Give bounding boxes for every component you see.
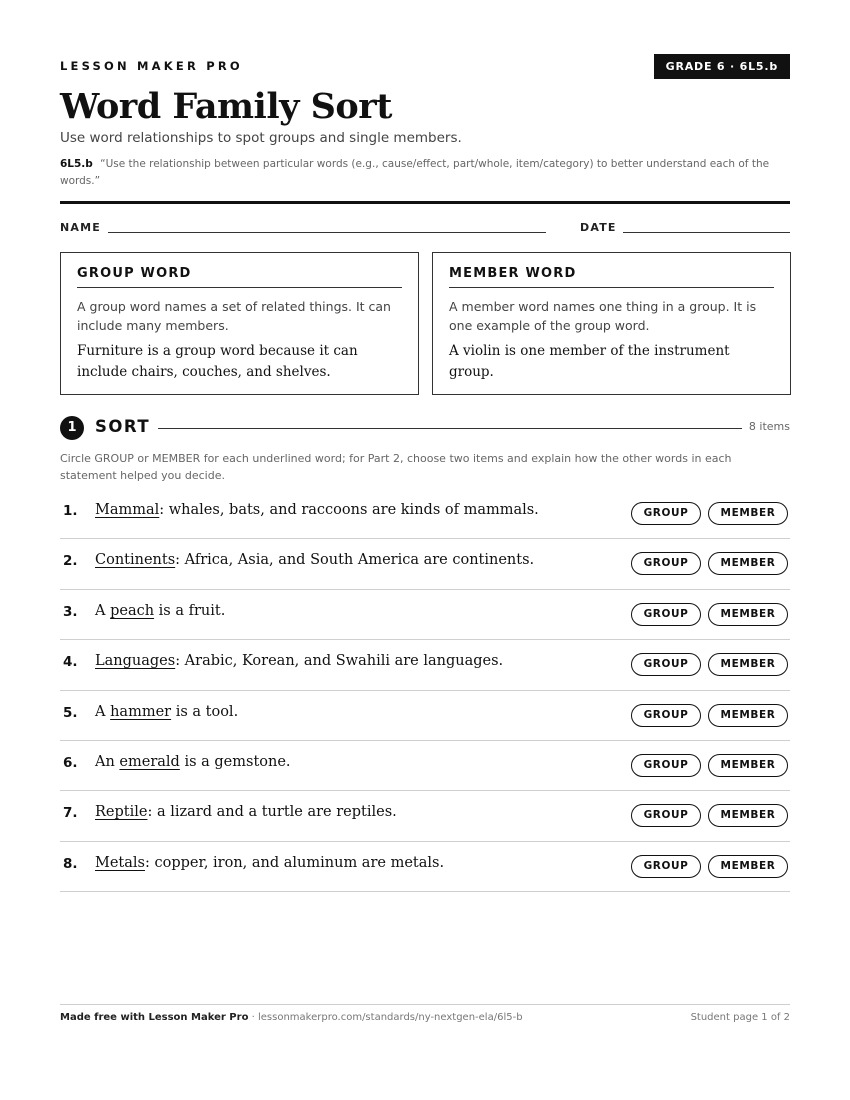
member-option[interactable]: MEMBER (708, 754, 788, 777)
section-number-badge: 1 (60, 416, 84, 440)
member-word-definition: A member word names one thing in a group. It is one example of the group word. (449, 299, 757, 333)
group-word-definition: A group word names a set of related things. It can include many members. (77, 299, 391, 333)
item-statement: A peach is a fruit. (95, 602, 226, 619)
member-option[interactable]: MEMBER (708, 704, 788, 727)
standard-code: 6L5.b (60, 158, 93, 170)
group-option[interactable]: GROUP (631, 804, 701, 827)
member-option[interactable]: MEMBER (708, 502, 788, 525)
underlined-word: Reptile (95, 804, 148, 821)
sort-item-list (60, 489, 790, 892)
item-statement: Continents: Africa, Asia, and South America are continents. (95, 552, 535, 569)
brand-name: LESSON MAKER PRO (60, 59, 243, 73)
list-item (60, 842, 790, 892)
header-divider (60, 201, 790, 204)
underlined-word: emerald (119, 753, 180, 770)
list-item (60, 791, 790, 841)
underlined-word: Languages (95, 653, 176, 670)
worksheet-page (60, 0, 790, 1100)
group-option[interactable]: GROUP (631, 603, 701, 626)
list-item (60, 741, 790, 791)
page-subtitle: Use word relationships to spot groups and single members. (60, 130, 462, 146)
item-number: 5. (63, 704, 78, 721)
member-option[interactable]: MEMBER (708, 653, 788, 676)
list-item (60, 590, 790, 640)
date-label: DATE (580, 221, 617, 234)
name-label: NAME (60, 221, 101, 234)
item-number: 1. (63, 503, 78, 519)
section-divider (158, 428, 742, 429)
sort-section-header (60, 416, 790, 440)
group-option[interactable]: GROUP (631, 653, 701, 676)
date-write-line[interactable] (623, 232, 790, 233)
standard-description (60, 156, 790, 190)
item-statement: Languages: Arabic, Korean, and Swahili are languages. (95, 653, 504, 670)
item-number: 7. (63, 805, 78, 822)
item-number: 6. (63, 754, 78, 771)
list-item (60, 691, 790, 741)
item-number: 3. (63, 603, 78, 620)
sort-instructions: Circle GROUP or MEMBER for each underlined word; for Part 2, choose two items and explain how the other words in each statement helped you decide. (60, 452, 732, 482)
member-word-heading: MEMBER WORD (449, 266, 774, 288)
footer-made-with: Made free with Lesson Maker Pro (60, 1012, 249, 1023)
footer-page-number: Student page 1 of 2 (690, 1012, 790, 1023)
underlined-word: Metals (95, 854, 145, 871)
group-word-example: Furniture is a group word because it can include chairs, couches, and shelves. (77, 343, 358, 380)
group-option[interactable]: GROUP (631, 502, 701, 525)
group-option[interactable]: GROUP (631, 552, 701, 575)
grade-badge: GRADE 6 · 6L5.b (654, 54, 790, 79)
footer-url[interactable]: · lessonmakerpro.com/standards/ny-nextgen-ela/6l5-b (248, 1012, 523, 1023)
member-word-example: A violin is one member of the instrument group. (449, 343, 730, 380)
group-option[interactable]: GROUP (631, 754, 701, 777)
member-option[interactable]: MEMBER (708, 804, 788, 827)
item-statement: An emerald is a gemstone. (95, 753, 291, 770)
name-write-line[interactable] (108, 232, 546, 233)
item-number: 8. (63, 855, 78, 872)
list-item (60, 489, 790, 539)
underlined-word: Continents (95, 552, 176, 569)
item-number: 2. (63, 553, 78, 570)
item-statement: Mammal: whales, bats, and raccoons are kinds of mammals. (95, 502, 539, 518)
group-option[interactable]: GROUP (631, 704, 701, 727)
section-title: SORT (95, 417, 151, 436)
group-word-heading: GROUP WORD (77, 266, 402, 288)
group-option[interactable]: GROUP (631, 855, 701, 878)
page-title: Word Family Sort (60, 86, 392, 127)
list-item (60, 539, 790, 589)
item-statement: Metals: copper, iron, and aluminum are metals. (95, 854, 445, 871)
underlined-word: peach (110, 602, 155, 619)
group-word-definition-box (60, 252, 419, 395)
list-item (60, 640, 790, 690)
item-number: 4. (63, 654, 78, 671)
underlined-word: Mammal (95, 502, 160, 518)
item-count: 8 items (748, 420, 790, 433)
member-option[interactable]: MEMBER (708, 603, 788, 626)
member-option[interactable]: MEMBER (708, 855, 788, 878)
footer-divider (60, 1004, 790, 1005)
standard-text: “Use the relationship between particular words (e.g., cause/effect, part/whole, item/category) to better understand each of the words.” (60, 158, 770, 187)
item-statement: Reptile: a lizard and a turtle are reptiles. (95, 804, 397, 821)
member-word-definition-box (432, 252, 791, 395)
underlined-word: hammer (110, 703, 172, 720)
item-statement: A hammer is a tool. (95, 703, 239, 720)
student-info-row (60, 221, 790, 237)
member-option[interactable]: MEMBER (708, 552, 788, 575)
footer-credit (60, 1012, 523, 1023)
